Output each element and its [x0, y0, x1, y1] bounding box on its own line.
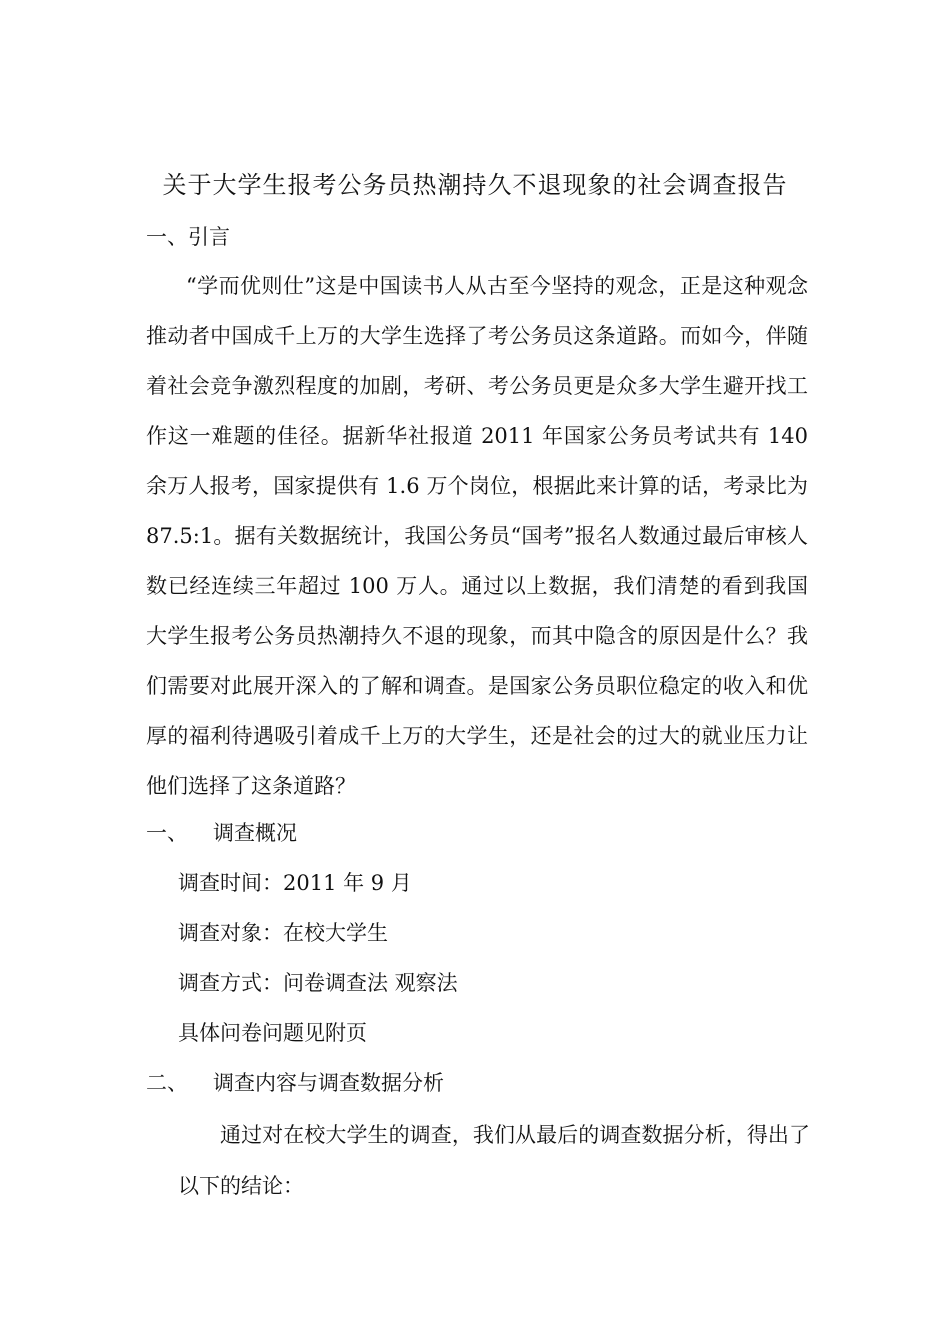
intro-paragraph: “学而优则仕”这是中国读书人从古至今坚持的观念，正是这种观念推动者中国成千上万的大学生选择了考公务员这条道路。而如今，伴随着社会竞争激烈程度的加剧，考研、考公务员更是众多大学生避开找工作这一难题的佳径。据新华社报道 2011 年国家公务员考试共有 140 余万人报考，国家提供有 1.6 万个岗位，根据此来计算的话，考录比为 87.5:1。据有关数据统计，我国公务员“国考”报名人数通过最后审核人数已经连续三年超过 100 万人。通过以上数据，我们清楚的看到我国大学生报考公务员热潮持久不退的现象，而其中隐含的原因是什么？我们需要对此展开深入的了解和调查。是国家公务员职位稳定的收入和优厚的福利待遇吸引着成千上万的大学生，还是社会的过大的就业压力让他们选择了这条道路？ — [146, 274, 808, 798]
survey-time: 调查时间：2011 年 9 月 — [178, 871, 412, 895]
section2-number: 二、 — [146, 1071, 188, 1095]
questionnaire-note: 具体问卷问题见附页 — [178, 1021, 367, 1045]
intro-heading: 一、引言 — [146, 225, 230, 249]
document-title: 关于大学生报考公务员热潮持久不退现象的社会调查报告 — [162, 171, 788, 199]
section2-paragraph: 通过对在校大学生的调查，我们从最后的调查数据分析，得出了以下的结论： — [178, 1123, 810, 1198]
survey-subject: 调查对象：在校大学生 — [178, 921, 388, 945]
survey-method: 调查方式：问卷调查法 观察法 — [178, 971, 458, 995]
section2-heading: 调查内容与调查数据分析 — [213, 1071, 444, 1095]
section1-number: 一、 — [146, 821, 188, 845]
section1-heading: 调查概况 — [213, 821, 297, 845]
